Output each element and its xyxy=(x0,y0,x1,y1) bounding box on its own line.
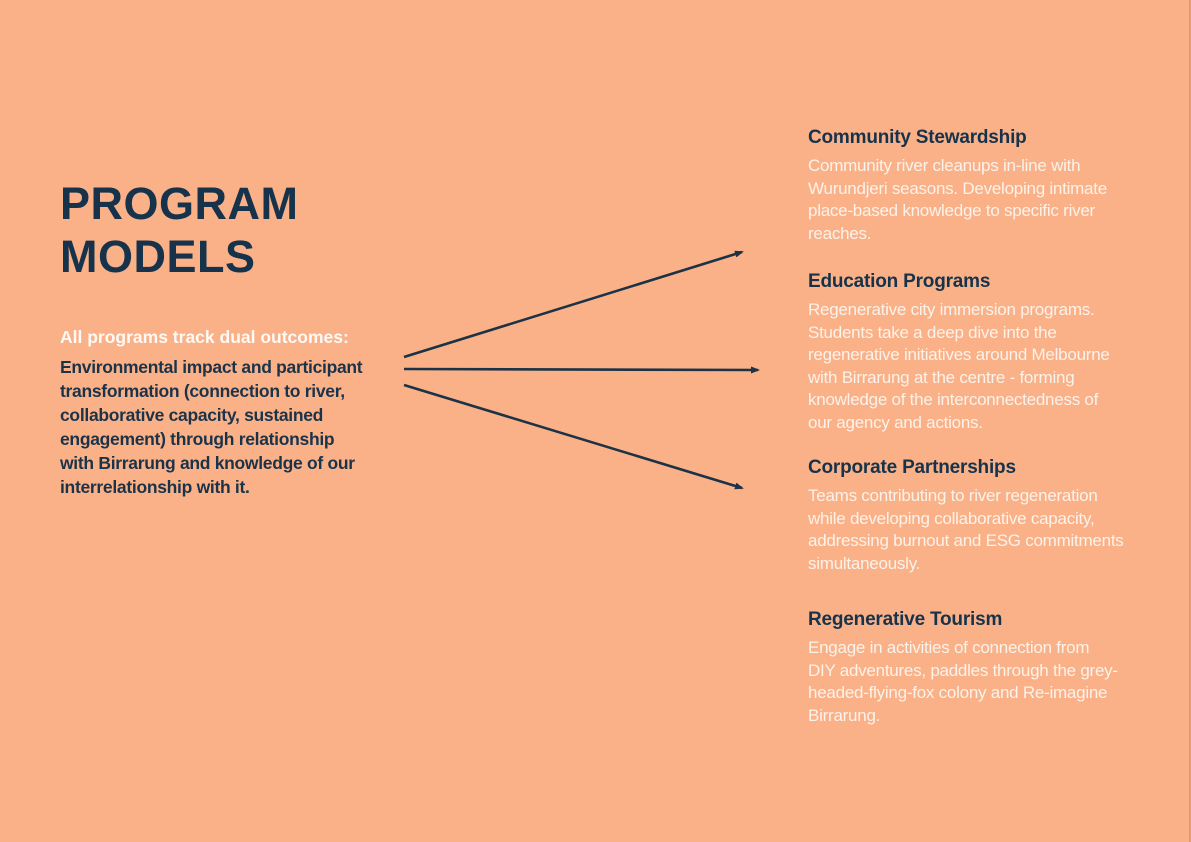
program-section-education-programs xyxy=(808,269,1183,434)
program-name: Regenerative Tourism xyxy=(808,609,1003,630)
arrow-to-corporate-partnerships xyxy=(404,385,742,488)
program-description: Engage in activities of connection from DIY adventures, paddles through the grey- headed-flying-fox colony and Re-imagine Birrarung. xyxy=(808,638,1118,725)
arrow-to-education-programs xyxy=(404,369,758,370)
program-description: Community river cleanups in-line with Wurundjeri seasons. Developing intimate place-based knowledge to specific river reaches. xyxy=(808,156,1107,243)
program-description: Teams contributing to river regeneration while developing collaborative capacity, addressing burnout and ESG commitments simultaneously. xyxy=(808,486,1124,573)
page-title: PROGRAM MODELS xyxy=(60,178,299,282)
program-section-regenerative-tourism xyxy=(808,607,1183,727)
intro-heading: All programs track dual outcomes: xyxy=(60,327,349,347)
program-name: Education Programs xyxy=(808,271,991,292)
intro-body: Environmental impact and participant transformation (connection to river, collaborative capacity, sustained engagement) through relationship with Birrarung and knowledge of our interrelationship with it. xyxy=(60,357,363,497)
program-section-community-stewardship xyxy=(808,125,1183,245)
arrow-to-community-stewardship xyxy=(404,252,742,357)
program-name: Community Stewardship xyxy=(808,127,1027,148)
program-name: Corporate Partnerships xyxy=(808,457,1016,478)
program-description: Regenerative city immersion programs. Students take a deep dive into the regenerative initiatives around Melbourne with Birrarung at the centre - forming knowledge of the interconnectedness of our agency and actions. xyxy=(808,300,1110,432)
program-section-corporate-partnerships xyxy=(808,455,1183,575)
